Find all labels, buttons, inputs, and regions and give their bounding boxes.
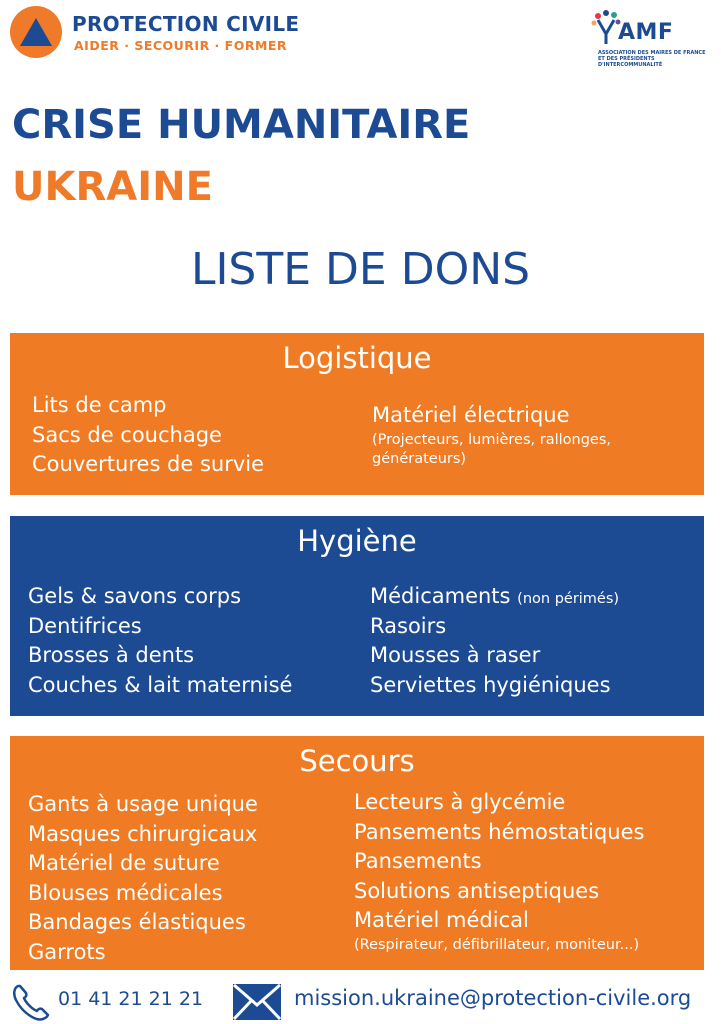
list-item: Brosses à dents [28, 643, 195, 667]
title-line-3: LISTE DE DONS [190, 244, 531, 295]
list-item: Pansements hémostatiques [354, 819, 645, 844]
hygiene-left-list [28, 582, 292, 700]
phone-number[interactable]: 01 41 21 21 21 [58, 988, 204, 1010]
amf-subtitle: ASSOCIATION DES MAIRES DE FRANCE ET DES PRÉSIDENTS D'INTERCOMMUNALITÉ [598, 50, 706, 68]
section-title: Logistique [282, 341, 432, 375]
list-item: Matériel de suture [28, 851, 220, 875]
list-item: Garrots [28, 939, 106, 964]
section-hygiene [10, 516, 704, 716]
org-name: PROTECTION CIVILE [72, 12, 300, 36]
list-item: Bandages élastiques [28, 910, 246, 934]
secours-right-list [354, 788, 644, 955]
title-line-1: CRISE HUMANITAIRE [12, 102, 471, 148]
pc-triangle-icon [20, 18, 52, 46]
logistique-left-list [32, 391, 264, 480]
section-logistique [10, 333, 704, 495]
list-item: Rasoirs [370, 613, 447, 638]
list-item: Serviettes hygiéniques [370, 672, 611, 697]
item-note: (non périmés) [517, 591, 620, 607]
list-item: Masques chirurgicaux [28, 821, 258, 846]
list-item: Gants à usage unique [28, 792, 258, 816]
list-item: Couvertures de survie [32, 452, 265, 476]
section-title: Secours [299, 744, 415, 778]
list-item: Gels & savons corps [28, 584, 242, 608]
mail-icon [232, 983, 282, 1021]
list-item: Sacs de couchage [32, 422, 222, 447]
email-link[interactable]: mission.ukraine@protection-civile.org [294, 986, 692, 1010]
phone-icon [10, 982, 52, 1022]
amf-text: AMF [618, 20, 674, 45]
list-item: Matériel médical [354, 908, 529, 932]
title-line-2: UKRAINE [12, 164, 213, 210]
list-item: Lecteurs à glycémie [354, 790, 566, 814]
secours-left-list [28, 790, 258, 967]
amf-logo [588, 8, 714, 68]
logistique-right-list [372, 401, 692, 469]
org-tagline: AIDER · SECOURIR · FORMER [74, 38, 288, 53]
section-title: Hygiène [297, 524, 417, 558]
item-note: (Projecteurs, lumières, rallonges, générateurs) [372, 431, 611, 467]
list-item: Pansements [354, 849, 482, 873]
list-item: Matériel électrique [372, 403, 570, 427]
item-note: (Respirateur, défibrillateur, moniteur...) [354, 936, 640, 953]
list-item: Lits de camp [32, 393, 167, 417]
list-item: Dentifrices [28, 613, 142, 638]
hygiene-right-list [370, 582, 619, 700]
list-item: Couches & lait maternisé [28, 672, 293, 697]
item-label: Médicaments [370, 584, 511, 608]
list-item: Blouses médicales [28, 880, 223, 905]
protection-civile-logo [10, 6, 310, 64]
list-item [370, 582, 619, 612]
list-item: Mousses à raser [370, 643, 541, 667]
list-item: Solutions antiseptiques [354, 878, 600, 903]
section-secours [10, 736, 704, 970]
